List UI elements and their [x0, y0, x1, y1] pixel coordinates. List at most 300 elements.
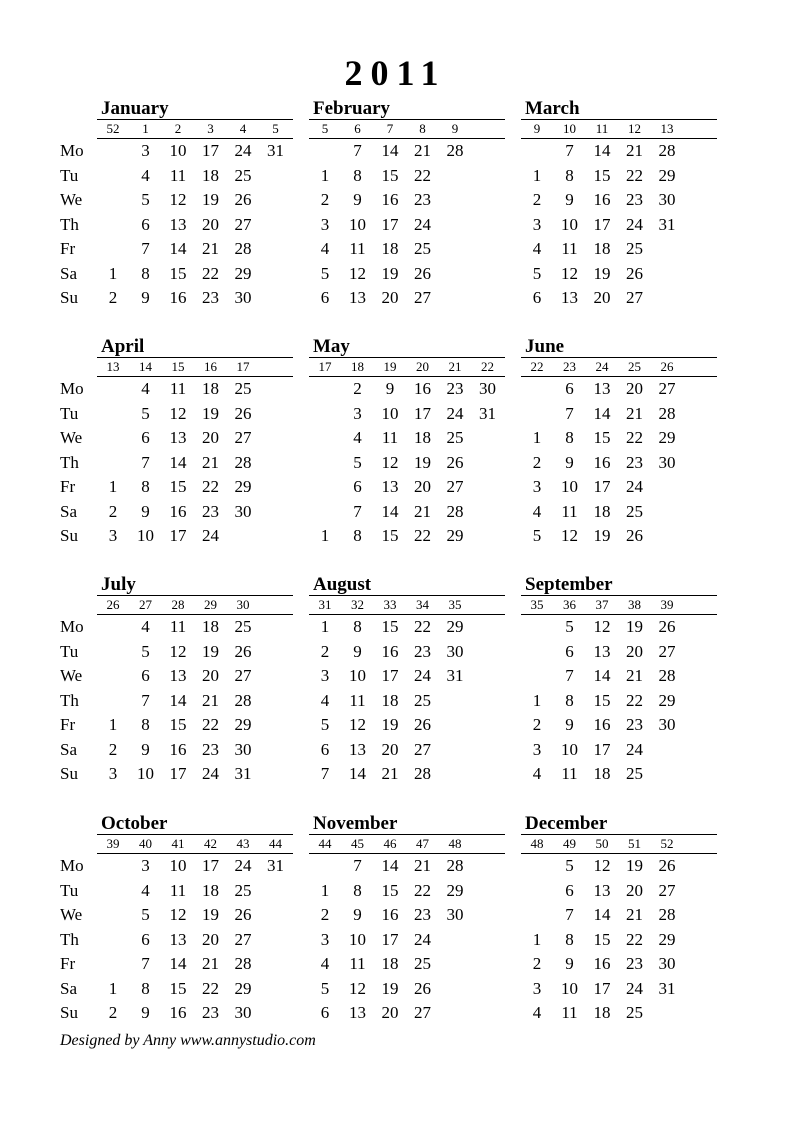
day-cell: 14: [593, 403, 611, 423]
day-cell: 4: [532, 239, 542, 258]
day-cell: 31: [267, 856, 284, 875]
day-cell: 27: [234, 214, 252, 234]
day-cell: 2: [532, 190, 542, 209]
weekday-label: Th: [60, 214, 79, 234]
day-cell: 27: [414, 288, 431, 307]
weekday-label: Su: [60, 764, 78, 783]
week-number: 48: [530, 836, 544, 851]
day-cell: 15: [169, 263, 187, 283]
week-number: 18: [351, 359, 364, 374]
day-cell: 15: [381, 165, 399, 185]
week-number: 21: [448, 359, 462, 374]
designer-credit: Designed by Anny www.annystudio.com: [60, 1032, 316, 1049]
day-cell: 18: [381, 954, 399, 973]
day-cell: 6: [320, 1003, 330, 1022]
weekday-label: Th: [60, 452, 79, 472]
day-cell: 8: [353, 617, 362, 636]
day-cell: 19: [593, 263, 611, 283]
day-cell: 29: [658, 929, 676, 949]
week-number: 38: [628, 597, 641, 612]
week-number-bar: [521, 834, 717, 854]
day-cell: 12: [381, 452, 399, 472]
day-cell: 4: [141, 379, 150, 398]
week-number: 7: [386, 121, 394, 136]
day-cell: 23: [626, 715, 643, 734]
day-cell: 16: [169, 288, 187, 307]
day-cell: 29: [234, 477, 252, 496]
week-number: 36: [563, 597, 576, 612]
week-number: 34: [416, 597, 429, 612]
day-cell: 4: [320, 239, 330, 258]
day-cell: 14: [593, 666, 611, 685]
day-cell: 7: [565, 141, 574, 160]
month-name: April: [101, 336, 145, 357]
day-cell: 11: [169, 880, 187, 900]
day-cell: 1: [108, 263, 118, 283]
day-cell: 5: [141, 403, 150, 423]
year-title: 2011: [344, 53, 447, 93]
day-cell: 13: [169, 929, 187, 949]
day-cell: 1: [532, 428, 542, 447]
day-cell: 5: [565, 617, 574, 636]
day-cell: 2: [320, 641, 330, 661]
day-cell: 27: [658, 880, 676, 900]
week-number: 35: [448, 597, 462, 612]
day-cell: 15: [381, 526, 399, 545]
day-cell: 12: [349, 263, 366, 283]
day-cell: 17: [593, 214, 611, 234]
day-cell: 24: [414, 214, 431, 234]
day-cell: 31: [446, 666, 464, 685]
day-cell: 3: [141, 856, 150, 875]
day-cell: 31: [479, 403, 496, 423]
day-cell: 9: [353, 190, 362, 209]
day-cell: 29: [234, 263, 252, 283]
day-cell: 23: [626, 190, 643, 209]
day-cell: 8: [565, 929, 574, 949]
day-cell: 6: [320, 288, 330, 307]
day-cell: 24: [202, 764, 219, 783]
weekday-label: Fr: [60, 715, 76, 734]
week-number: 16: [204, 359, 217, 374]
day-cell: 28: [446, 141, 464, 160]
day-cell: 12: [593, 617, 611, 636]
day-cell: 5: [532, 526, 542, 545]
week-number: 2: [174, 121, 182, 136]
day-cell: 22: [626, 428, 643, 447]
day-cell: 22: [414, 617, 431, 636]
day-cell: 10: [169, 856, 187, 875]
day-cell: 13: [593, 880, 611, 900]
day-cell: 6: [141, 666, 150, 685]
day-cell: 6: [353, 477, 362, 496]
day-cell: 22: [414, 526, 431, 545]
day-cell: 22: [202, 263, 219, 283]
day-cell: 1: [320, 617, 330, 636]
week-number: 14: [139, 359, 152, 374]
day-cell: 13: [381, 477, 399, 496]
weekday-label: Tu: [60, 880, 79, 900]
day-cell: 4: [141, 617, 150, 636]
weekday-label: Sa: [60, 978, 77, 998]
day-cell: 8: [141, 477, 150, 496]
day-cell: 31: [658, 978, 676, 998]
day-cell: 16: [169, 1003, 187, 1022]
day-cell: 20: [202, 929, 219, 949]
weekday-label: Su: [60, 288, 78, 307]
day-cell: 7: [141, 690, 150, 710]
day-cell: 3: [320, 666, 330, 685]
day-cell: 11: [349, 690, 366, 710]
day-cell: 2: [108, 501, 118, 521]
week-number: 13: [106, 359, 120, 374]
day-cell: 8: [353, 526, 362, 545]
day-cell: 18: [593, 1003, 611, 1022]
day-cell: 12: [593, 856, 611, 875]
day-cell: 11: [381, 428, 399, 447]
day-cell: 1: [532, 690, 542, 710]
day-cell: 2: [532, 954, 542, 973]
day-cell: 9: [565, 190, 574, 209]
day-cell: 20: [381, 739, 399, 759]
day-cell: 14: [593, 141, 611, 160]
day-cell: 24: [446, 403, 464, 423]
weekday-label: Mo: [60, 617, 84, 636]
day-cell: 7: [141, 452, 150, 472]
day-cell: 8: [353, 165, 362, 185]
day-cell: 3: [532, 978, 542, 998]
week-number: 15: [171, 359, 185, 374]
day-cell: 8: [141, 263, 150, 283]
day-cell: 28: [234, 239, 252, 258]
day-cell: 10: [349, 929, 366, 949]
day-cell: 2: [108, 288, 118, 307]
weekday-label: Fr: [60, 954, 76, 973]
weekday-label: Tu: [60, 403, 79, 423]
day-cell: 13: [593, 379, 611, 398]
day-cell: 25: [626, 239, 643, 258]
day-cell: 26: [234, 403, 252, 423]
day-cell: 3: [353, 403, 362, 423]
day-cell: 15: [381, 880, 399, 900]
day-cell: 3: [108, 526, 118, 545]
week-number-bar: [97, 357, 293, 377]
day-cell: 10: [561, 978, 578, 998]
weekday-label: We: [60, 428, 83, 447]
day-cell: 14: [381, 856, 399, 875]
week-number: 39: [106, 836, 120, 851]
day-cell: 4: [532, 501, 542, 521]
week-number: 20: [416, 359, 429, 374]
day-cell: 30: [658, 954, 676, 973]
day-cell: 30: [479, 379, 496, 398]
day-cell: 3: [108, 764, 118, 783]
day-cell: 28: [414, 764, 431, 783]
day-cell: 16: [381, 190, 399, 209]
day-cell: 11: [561, 764, 578, 783]
weekday-label: We: [60, 190, 83, 209]
day-cell: 29: [658, 428, 676, 447]
day-cell: 28: [446, 856, 464, 875]
day-cell: 5: [141, 905, 150, 924]
day-cell: 10: [561, 214, 578, 234]
day-cell: 16: [169, 501, 187, 521]
day-cell: 25: [626, 1003, 643, 1022]
day-cell: 5: [320, 715, 330, 734]
day-cell: 4: [532, 1003, 542, 1022]
day-cell: 27: [446, 477, 464, 496]
day-cell: 11: [349, 954, 366, 973]
day-cell: 17: [202, 856, 219, 875]
weekday-label: Tu: [60, 641, 79, 661]
day-cell: 6: [565, 641, 574, 661]
day-cell: 15: [169, 477, 187, 496]
day-cell: 6: [320, 739, 330, 759]
week-number: 51: [628, 836, 641, 851]
day-cell: 24: [626, 214, 643, 234]
day-cell: 5: [353, 452, 362, 472]
day-cell: 31: [234, 764, 252, 783]
day-cell: 21: [414, 856, 431, 875]
day-cell: 27: [414, 739, 431, 759]
week-number-bar: [97, 834, 293, 854]
day-cell: 18: [381, 690, 399, 710]
day-cell: 3: [532, 739, 542, 759]
day-cell: 18: [593, 764, 611, 783]
day-cell: 12: [349, 978, 366, 998]
day-cell: 8: [353, 880, 362, 900]
day-cell: 13: [169, 428, 187, 447]
day-cell: 6: [141, 428, 150, 447]
day-cell: 24: [234, 856, 252, 875]
day-cell: 29: [234, 715, 252, 734]
day-cell: 9: [141, 288, 150, 307]
day-cell: 20: [202, 214, 219, 234]
week-number: 43: [236, 836, 250, 851]
day-cell: 18: [202, 165, 219, 185]
day-cell: 30: [234, 739, 252, 759]
week-number-bar: [309, 595, 505, 615]
day-cell: 27: [234, 666, 252, 685]
day-cell: 27: [234, 428, 252, 447]
day-cell: 11: [561, 501, 578, 521]
day-cell: 1: [320, 165, 330, 185]
weekday-label: Fr: [60, 477, 76, 496]
day-cell: 4: [532, 764, 542, 783]
weekday-label: Sa: [60, 739, 77, 759]
day-cell: 1: [108, 715, 118, 734]
day-cell: 10: [381, 403, 399, 423]
day-cell: 25: [626, 764, 643, 783]
month-name: October: [101, 813, 168, 834]
day-cell: 7: [320, 764, 330, 783]
day-cell: 4: [141, 165, 150, 185]
day-cell: 21: [626, 666, 643, 685]
day-cell: 12: [169, 403, 187, 423]
week-number: 33: [383, 597, 397, 612]
day-cell: 18: [381, 239, 399, 258]
day-cell: 23: [414, 190, 431, 209]
week-number: 44: [318, 836, 332, 851]
day-cell: 8: [141, 978, 150, 998]
day-cell: 27: [658, 379, 676, 398]
day-cell: 18: [202, 379, 219, 398]
day-cell: 29: [446, 880, 464, 900]
day-cell: 28: [234, 690, 252, 710]
weekday-label: Mo: [60, 141, 84, 160]
day-cell: 28: [658, 666, 676, 685]
day-cell: 14: [381, 501, 399, 521]
day-cell: 23: [202, 501, 219, 521]
day-cell: 26: [234, 905, 252, 924]
day-cell: 29: [234, 978, 252, 998]
day-cell: 23: [202, 1003, 219, 1022]
day-cell: 6: [141, 929, 150, 949]
day-cell: 15: [593, 165, 611, 185]
week-number: 32: [351, 597, 364, 612]
day-cell: 31: [658, 214, 676, 234]
day-cell: 25: [414, 954, 431, 973]
month-name: August: [313, 574, 372, 595]
day-cell: 20: [381, 288, 399, 307]
day-cell: 9: [353, 905, 362, 924]
week-number-bar: [521, 357, 717, 377]
day-cell: 26: [414, 978, 431, 998]
day-cell: 15: [381, 617, 399, 636]
day-cell: 8: [141, 715, 150, 734]
day-cell: 2: [320, 905, 330, 924]
day-cell: 13: [349, 739, 366, 759]
day-cell: 11: [349, 239, 366, 258]
week-number: 40: [139, 836, 152, 851]
day-cell: 18: [202, 880, 219, 900]
day-cell: 19: [414, 452, 431, 472]
day-cell: 7: [353, 501, 362, 521]
week-number: 22: [530, 359, 544, 374]
day-cell: 30: [234, 1003, 252, 1022]
day-cell: 19: [626, 617, 643, 636]
day-cell: 30: [234, 501, 252, 521]
day-cell: 16: [414, 379, 431, 398]
day-cell: 10: [169, 141, 187, 160]
day-cell: 20: [202, 428, 219, 447]
day-cell: 2: [532, 715, 542, 734]
day-cell: 25: [234, 165, 252, 185]
day-cell: 18: [593, 239, 611, 258]
day-cell: 11: [561, 1003, 578, 1022]
day-cell: 19: [202, 905, 219, 924]
week-number: 27: [139, 597, 152, 612]
day-cell: 2: [320, 190, 330, 209]
day-cell: 4: [320, 954, 330, 973]
week-number: 22: [481, 359, 494, 374]
day-cell: 5: [565, 856, 574, 875]
day-cell: 2: [108, 1003, 118, 1022]
week-number: 6: [354, 121, 361, 136]
week-number: 5: [321, 121, 329, 136]
day-cell: 16: [593, 715, 611, 734]
day-cell: 11: [169, 379, 187, 398]
day-cell: 27: [414, 1003, 431, 1022]
day-cell: 16: [593, 452, 611, 472]
day-cell: 11: [561, 239, 578, 258]
day-cell: 17: [381, 929, 399, 949]
day-cell: 14: [593, 905, 611, 924]
day-cell: 25: [446, 428, 464, 447]
week-number: 28: [171, 597, 185, 612]
day-cell: 7: [565, 403, 574, 423]
day-cell: 6: [565, 379, 574, 398]
day-cell: 14: [169, 239, 187, 258]
weekday-label: Mo: [60, 379, 84, 398]
day-cell: 26: [658, 617, 676, 636]
day-cell: 4: [320, 690, 330, 710]
week-number: 44: [269, 836, 282, 851]
day-cell: 7: [565, 905, 574, 924]
day-cell: 8: [565, 428, 574, 447]
day-cell: 22: [414, 880, 431, 900]
day-cell: 22: [626, 165, 643, 185]
day-cell: 10: [137, 526, 154, 545]
day-cell: 10: [561, 739, 578, 759]
week-number: 13: [660, 121, 674, 136]
day-cell: 16: [593, 190, 611, 209]
day-cell: 22: [202, 978, 219, 998]
day-cell: 7: [565, 666, 574, 685]
day-cell: 27: [658, 641, 676, 661]
week-number: 23: [563, 359, 576, 374]
week-number: 25: [628, 359, 641, 374]
day-cell: 26: [626, 526, 643, 545]
day-cell: 9: [565, 452, 574, 472]
day-cell: 6: [532, 288, 542, 307]
day-cell: 14: [349, 764, 366, 783]
day-cell: 29: [446, 617, 464, 636]
month-name: March: [525, 98, 580, 119]
day-cell: 20: [626, 379, 643, 398]
weekday-label: Th: [60, 690, 79, 710]
day-cell: 26: [446, 452, 464, 472]
day-cell: 13: [169, 214, 187, 234]
day-cell: 24: [626, 477, 643, 496]
day-cell: 13: [593, 641, 611, 661]
week-number: 47: [416, 836, 429, 851]
day-cell: 23: [202, 288, 219, 307]
day-cell: 14: [381, 141, 399, 160]
day-cell: 12: [561, 526, 578, 545]
day-cell: 1: [532, 165, 542, 185]
day-cell: 26: [658, 856, 676, 875]
day-cell: 21: [202, 239, 219, 258]
day-cell: 24: [202, 526, 219, 545]
day-cell: 11: [169, 165, 187, 185]
day-cell: 13: [169, 666, 187, 685]
day-cell: 1: [108, 477, 118, 496]
week-number: 45: [351, 836, 364, 851]
day-cell: 17: [593, 978, 611, 998]
day-cell: 3: [532, 477, 542, 496]
day-cell: 24: [414, 929, 431, 949]
day-cell: 2: [353, 379, 362, 398]
week-number: 49: [563, 836, 576, 851]
day-cell: 26: [414, 715, 431, 734]
day-cell: 3: [141, 141, 150, 160]
week-number: 17: [318, 359, 332, 374]
week-number-bar: [309, 119, 505, 139]
day-cell: 2: [108, 739, 118, 759]
day-cell: 6: [141, 214, 150, 234]
day-cell: 30: [658, 452, 676, 472]
